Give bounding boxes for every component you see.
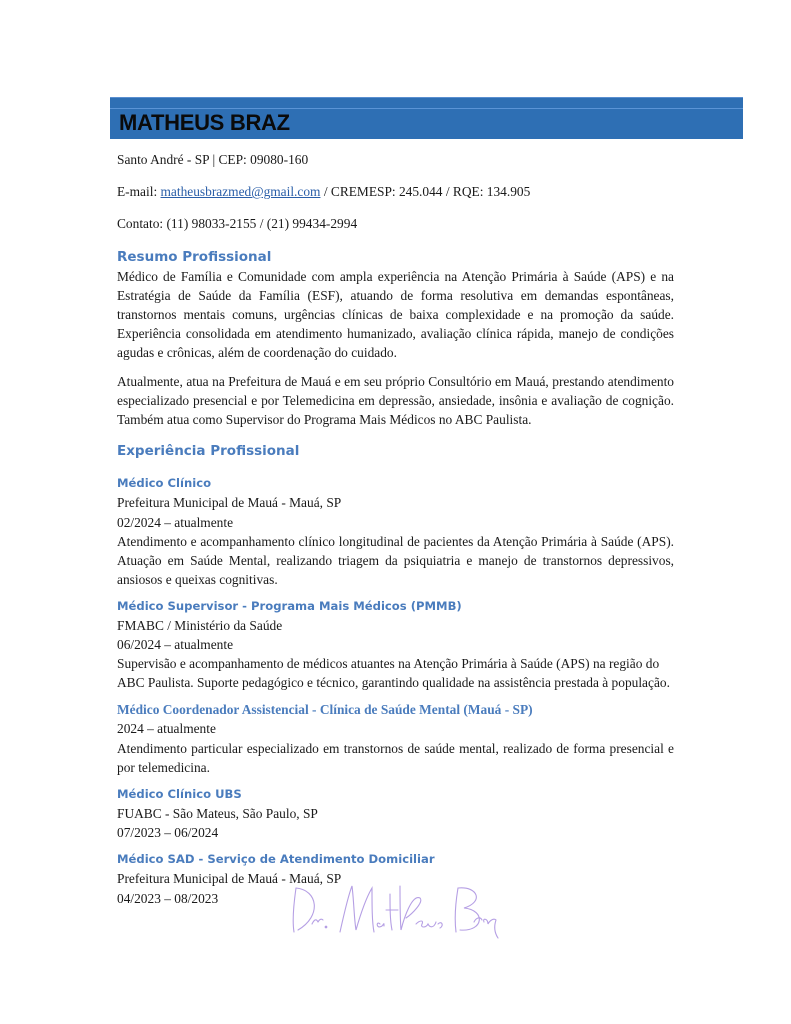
job-organization: Prefeitura Municipal de Mauá - Mauá, SP	[117, 495, 342, 511]
job-title: Médico Supervisor - Programa Mais Médicos (PMMB)	[117, 598, 462, 613]
candidate-name: MATHEUS BRAZ	[119, 110, 290, 135]
job-organization: FMABC / Ministério da Saúde	[117, 617, 283, 633]
email-link[interactable]: matheusbrazmed@gmail.com	[160, 183, 321, 199]
job-description: Atendimento e acompanhamento clínico longitudinal de pacientes da Atenção Primária à Saúde (APS). Atuação em Saúde Mental, realizando triagem da psiquiatria e manejo de transtornos depressivos, ansiosos e queixas cognitivas.	[117, 533, 674, 587]
phone-line: Contato: (11) 98033-2155 / (21) 99434-2994	[117, 215, 358, 231]
signature-image	[288, 880, 508, 942]
email-line	[117, 182, 674, 201]
resume-content	[117, 150, 674, 908]
job-title: Médico Coordenador Assistencial - Clínica de Saúde Mental (Mauá - SP)	[117, 702, 533, 718]
header-stripe	[110, 108, 743, 109]
job-description: Atendimento particular especializado em transtornos de saúde mental, realizado de forma presencial e por telemedicina.	[117, 740, 674, 775]
job-title: Médico SAD - Serviço de Atendimento Domiciliar	[117, 852, 435, 867]
job-title: Médico Clínico	[117, 476, 212, 491]
job-period: 02/2024 – atualmente	[117, 514, 234, 530]
job-organization: FUABC - São Mateus, São Paulo, SP	[117, 805, 318, 821]
summary-heading: Resumo Profissional	[117, 249, 272, 266]
job-period: 07/2023 – 06/2024	[117, 825, 219, 841]
registrations: / CREMESP: 245.044 / RQE: 134.905	[320, 183, 531, 199]
summary-paragraph: Médico de Família e Comunidade com ampla experiência na Atenção Primária à Saúde (APS) e na Estratégia de Saúde da Família (ESF), atuando de forma resolutiva em demandas espontâneas, transtornos mentais comuns, urgências clínicas de baixa complexidade e na promoção da saúde. Experiência consolidada em atendimento humanizado, avaliação clínica rápida, manejo de condições agudas e crônicas, além de coordenação do cuidado.	[117, 269, 674, 361]
header-bar	[110, 97, 743, 139]
job-description: Supervisão e acompanhamento de médicos atuantes na Atenção Primária à Saúde (APS) na região do ABC Paulista. Suporte pedagógico e técnico, garantindo qualidade na assistência prestada à população.	[117, 656, 670, 691]
job-period: 2024 – atualmente	[117, 721, 216, 737]
location-line: Santo André - SP | CEP: 09080-160	[117, 152, 309, 167]
job-entry	[117, 785, 674, 843]
experience-heading: Experiência Profissional	[117, 443, 300, 460]
job-entry	[117, 597, 674, 693]
job-entry	[117, 700, 674, 776]
email-label: E-mail:	[117, 183, 161, 199]
summary-paragraph: Atualmente, atua na Prefeitura de Mauá e em seu próprio Consultório em Mauá, prestando atendimento especializado presencial e por Telemedicina em depressão, ansiedade, insônia e avaliação de cognição. Também atua como Supervisor do Programa Mais Médicos no ABC Paulista.	[117, 374, 674, 428]
job-title: Médico Clínico UBS	[117, 786, 242, 801]
job-period: 06/2024 – atualmente	[117, 637, 234, 653]
job-organization: Prefeitura Municipal de Mauá - Mauá, SP	[117, 871, 342, 887]
job-period: 04/2023 – 08/2023	[117, 890, 219, 906]
job-entry	[117, 474, 674, 589]
